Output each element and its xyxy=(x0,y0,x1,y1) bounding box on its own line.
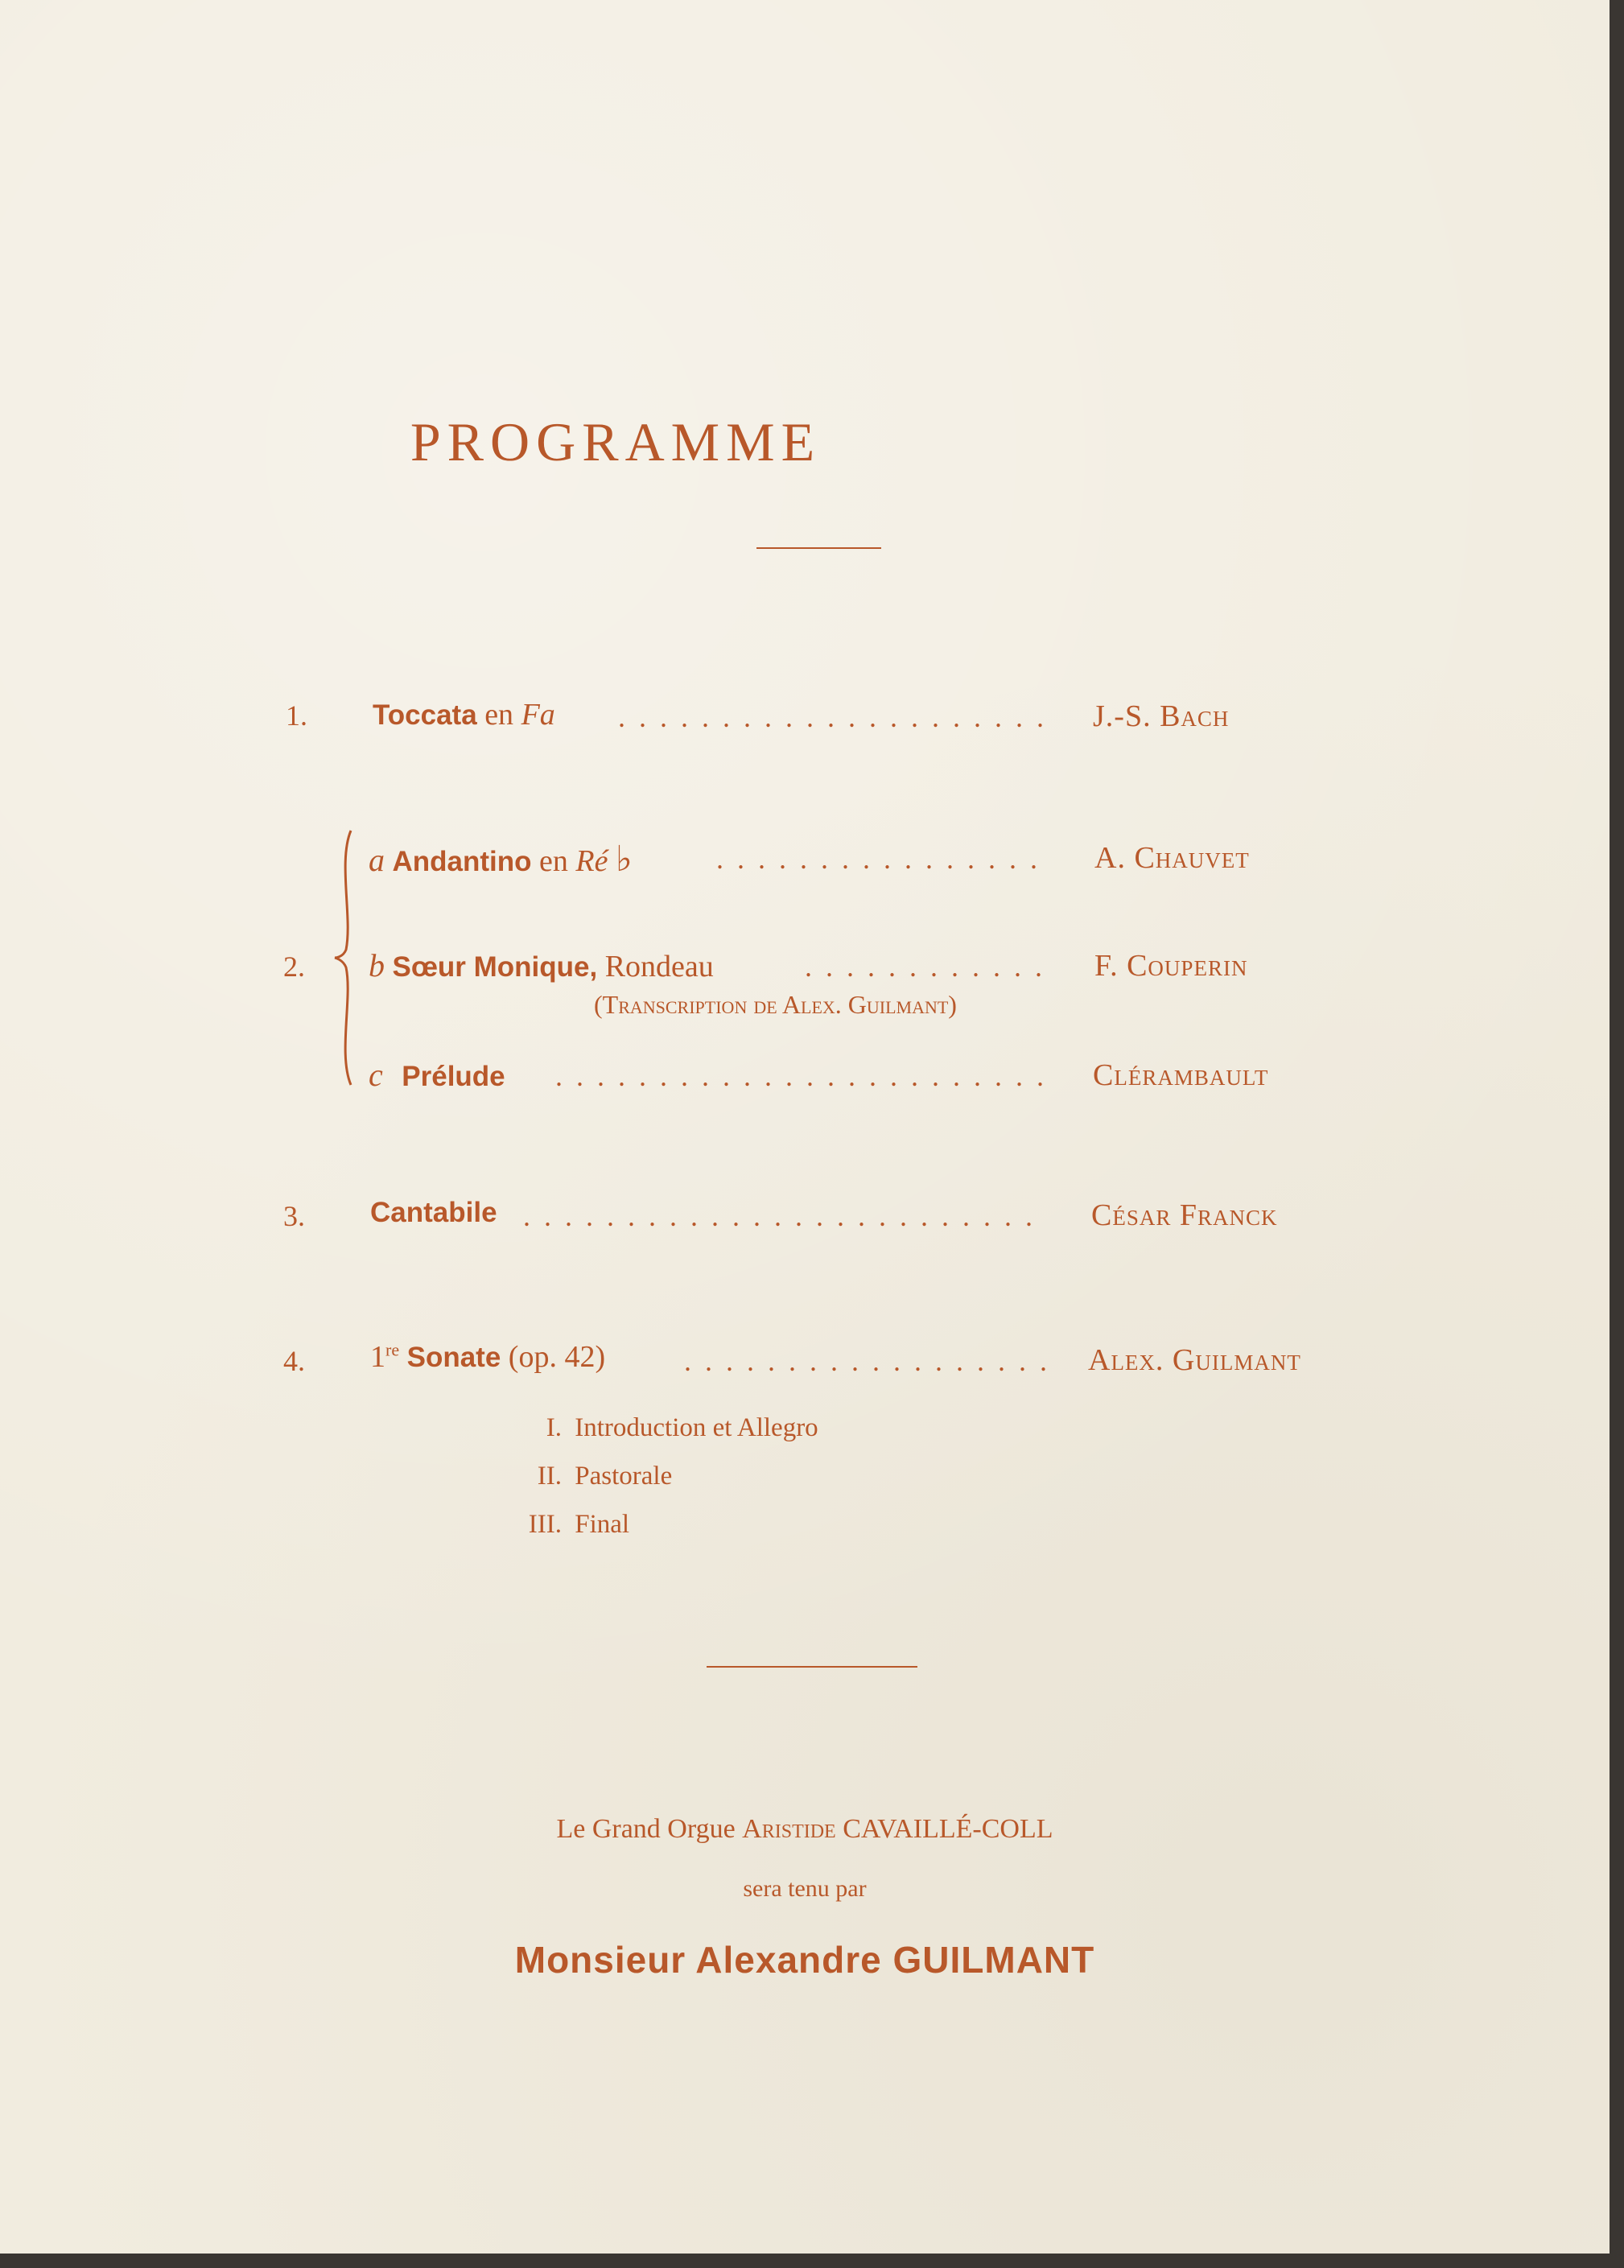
item-title-bold: Prélude xyxy=(402,1061,505,1092)
item-title-bold: Andantino xyxy=(392,846,532,877)
item-title-rest: Rondeau xyxy=(604,950,714,983)
item-composer: F. Couperin xyxy=(1094,949,1248,983)
transcription-note: (Transcription de Alex. Guilmant) xyxy=(594,990,957,1019)
performer-intro: sera tenu par xyxy=(743,1875,867,1902)
item-title-bold: Sœur Monique, xyxy=(392,951,598,983)
footer-divider xyxy=(707,1666,917,1668)
item-title-bold: Sonate xyxy=(406,1342,501,1373)
item-title-bold: Cantabile xyxy=(370,1197,497,1228)
item-title-bold: Toccata xyxy=(373,699,477,731)
item-title-key: Fa xyxy=(521,698,555,732)
item-composer: Clérambault xyxy=(1093,1058,1269,1092)
item-letter: b xyxy=(369,947,385,983)
organ-credit: Le Grand Orgue Aristide CAVAILLÉ-COLL xyxy=(556,1814,1053,1844)
item-title xyxy=(369,839,633,880)
performer-name: Monsieur Alexandre GUILMANT xyxy=(514,1939,1095,1981)
item-title xyxy=(369,946,714,984)
leader-dots: . . . . . . . . . . . . . . . . . . xyxy=(684,1345,1050,1376)
item-letter: a xyxy=(369,842,385,878)
item-title xyxy=(370,1194,497,1230)
leader-dots: . . . . . . . . . . . . . . . . xyxy=(716,843,1041,874)
item-title-rest: (op. 42) xyxy=(508,1340,606,1374)
item-composer: J.-S. Bach xyxy=(1093,699,1230,733)
item-number: 3. xyxy=(283,1200,305,1232)
item-composer: César Franck xyxy=(1091,1198,1278,1232)
item-number: 4. xyxy=(283,1345,305,1377)
title-divider xyxy=(756,547,881,549)
item-title-rest: en xyxy=(484,698,514,732)
item-composer: A. Chauvet xyxy=(1094,841,1250,875)
item-title xyxy=(373,697,555,732)
item-number: 2. xyxy=(283,950,305,983)
item-ordinal-suffix: re xyxy=(385,1339,400,1360)
movement-item: I. Introduction et Allegro xyxy=(546,1413,818,1442)
item-title xyxy=(370,1339,605,1375)
leader-dots: . . . . . . . . . . . . . . . . . . . . . xyxy=(618,701,1047,732)
movement-item: II. Pastorale xyxy=(537,1462,673,1491)
item-ordinal: 1 xyxy=(370,1340,385,1374)
item-title-rest: en xyxy=(539,844,568,878)
item-title-key: Ré xyxy=(575,844,608,878)
page-title: PROGRAMME xyxy=(410,411,822,472)
item-composer: Alex. Guilmant xyxy=(1088,1343,1301,1377)
item-title xyxy=(369,1056,505,1094)
movement-item: III. Final xyxy=(528,1510,630,1539)
item-number: 1. xyxy=(286,699,307,732)
item-letter: c xyxy=(369,1057,383,1093)
flat-icon: ♭ xyxy=(615,839,633,879)
brace-icon xyxy=(330,829,362,1087)
leader-dots: . . . . . . . . . . . . . . . . . . . . . . . . xyxy=(555,1060,1047,1091)
leader-dots: . . . . . . . . . . . . . . . . . . . . . . . . . xyxy=(523,1200,1036,1231)
leader-dots: . . . . . . . . . . . . xyxy=(805,950,1045,982)
